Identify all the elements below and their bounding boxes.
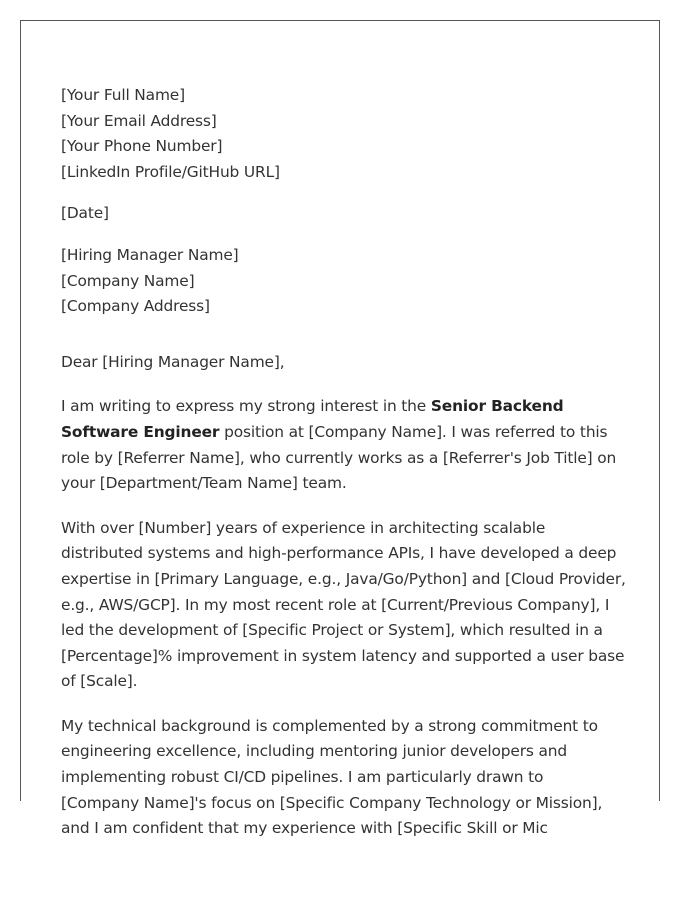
letter-page [20, 20, 660, 838]
letter-date: [Date] [61, 204, 109, 223]
paragraph-intro [61, 394, 626, 496]
salutation: Dear [Hiring Manager Name], [61, 352, 285, 371]
sender-block [61, 83, 626, 185]
sender-name: [Your Full Name] [61, 86, 185, 104]
date-block [61, 201, 626, 227]
intro-lead: I am writing to express my strong interest in the [61, 397, 431, 416]
paragraph-experience: With over [Number] years of experience in architecting scalable distributed systems and high-performance APIs, I have developed a deep expertise in [Primary Language, e.g., Java/Go/Python] and [Cloud Provider, e.g., AWS/GCP]. In my most recent role at [Current/Previous Company], I led the development of [Specific Project or System], which resulted in a [Percentage]% improvement in system latency and supported a user base of [Scale]. [61, 518, 626, 691]
sender-phone: [Your Phone Number] [61, 137, 223, 156]
sender-profile: [LinkedIn Profile/GitHub URL] [61, 162, 280, 181]
intro-rest: position at [Company Name]. I was referred to this role by [Referrer Name], who currently works as a [Referrer's Job Title] on your [Department/Team Name] team. [61, 422, 617, 493]
sender-email: [Your Email Address] [61, 111, 217, 130]
cover-letter [61, 83, 626, 842]
recipient-name: [Hiring Manager Name] [61, 245, 239, 264]
recipient-address: [Company Address] [61, 297, 210, 316]
recipient-block [61, 243, 626, 320]
paragraph-background: My technical background is complemented by a strong commitment to engineering excellence, including mentoring junior developers and implementing robust CI/CD pipelines. I am particularly drawn to [Company Name]'s focus on [Specific Company Technology or Mission], and I am confident that my experience with [Specific Skill or Mic [61, 716, 603, 838]
recipient-company: [Company Name] [61, 271, 195, 290]
role-title: Senior Backend Software Engineer [61, 397, 564, 441]
